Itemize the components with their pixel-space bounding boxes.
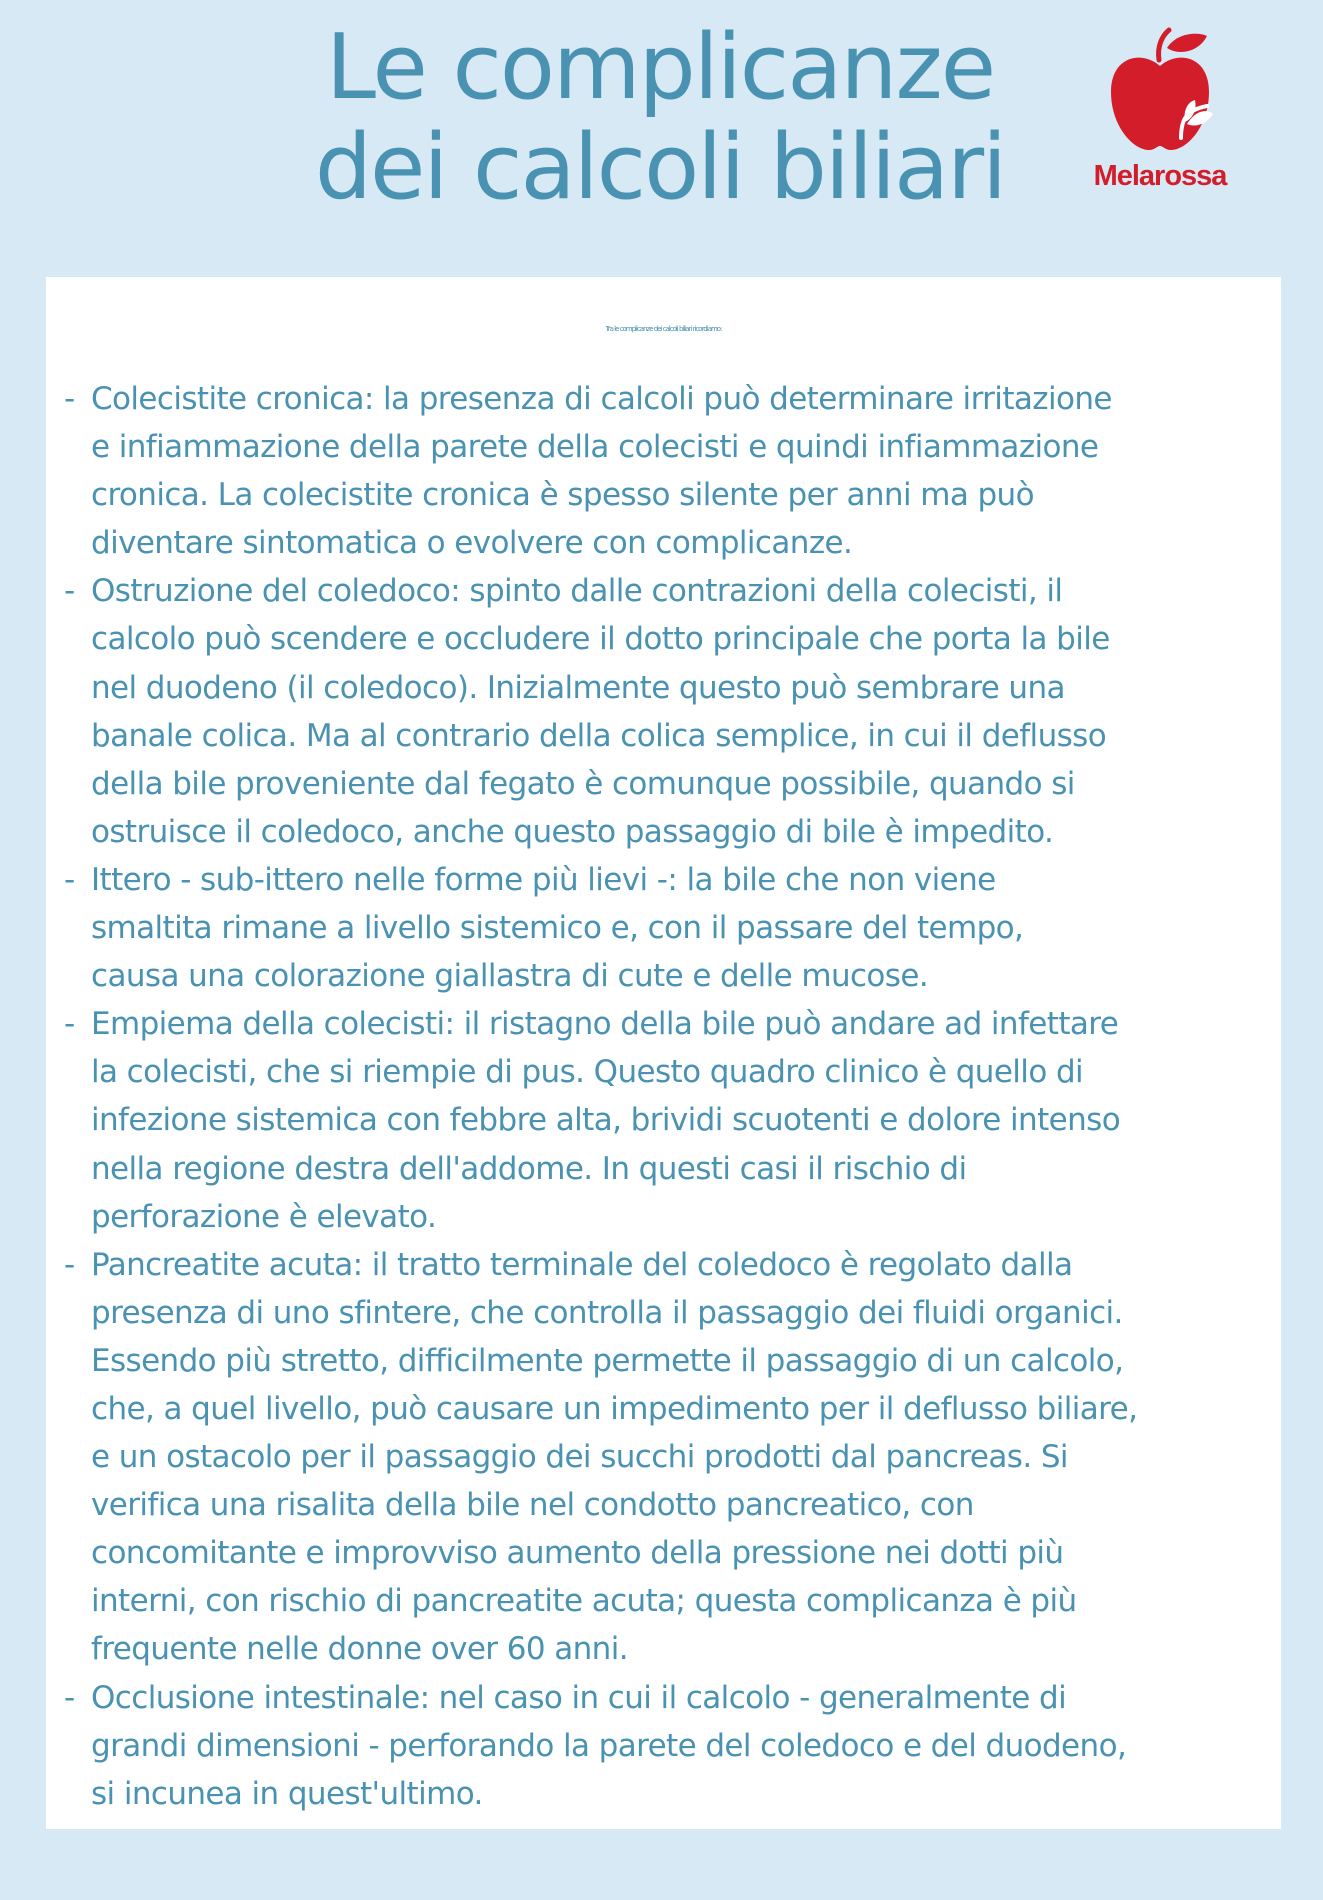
list-item-line: frequente nelle donne over 60 anni. [91, 1631, 628, 1668]
list-item-line: Occlusione intestinale: nel caso in cui il calcolo - generalmente di [91, 1679, 1067, 1716]
list-item [64, 375, 1274, 567]
list-dash: - [64, 381, 75, 417]
intro-text: Tra le complicanze dei calcoli biliari ricordiamo: [605, 325, 722, 333]
complications-list [64, 375, 1274, 1818]
list-item-line: si incunea in quest'ultimo. [91, 1775, 483, 1812]
list-item-line: Ittero - sub-ittero nelle forme più lievi -: la bile che non viene [91, 861, 996, 898]
list-item-line: smaltita rimane a livello sistemico e, con il passare del tempo, [91, 910, 1024, 947]
list-item [64, 1241, 1274, 1674]
list-item-line: presenza di uno sfintere, che controlla il passaggio dei fluidi organici. [91, 1294, 1123, 1331]
list-item [64, 856, 1274, 1000]
list-item-line: concomitante e improvviso aumento della pressione nei dotti più [91, 1535, 1064, 1572]
list-item-line: e un ostacolo per il passaggio dei succhi prodotti dal pancreas. Si [91, 1439, 1068, 1476]
list-dash: - [64, 861, 75, 898]
list-item-line: Ostruzione del coledoco: spinto dalle contrazioni della colecisti, il [91, 573, 1063, 610]
list-item-line: che, a quel livello, può causare un impedimento per il deflusso biliare, [91, 1390, 1138, 1427]
list-item-line: banale colica. Ma al contrario della colica semplice, in cui il deflusso [91, 717, 1107, 754]
list-item-line: la colecisti, che si riempie di pus. Questo quadro clinico è quello di [91, 1054, 1084, 1091]
page-title [200, 15, 1120, 220]
list-item-line: cronica. La colecistite cronica è spesso silente per anni ma può [91, 477, 1034, 514]
list-item-line: Colecistite cronica: la presenza di calcoli può determinare irritazione [91, 381, 1112, 417]
list-item-line: nella regione destra dell'addome. In questi casi il rischio di [91, 1150, 967, 1187]
melarossa-logo [1080, 20, 1240, 200]
list-dash: - [64, 573, 75, 610]
list-item-line: infezione sistemica con febbre alta, brividi scuotenti e dolore intenso [91, 1102, 1121, 1139]
list-item-line: causa una colorazione giallastra di cute e delle mucose. [91, 958, 929, 995]
list-item-line: diventare sintomatica o evolvere con complicanze. [91, 525, 853, 562]
list-dash: - [64, 1006, 75, 1043]
brand-name: Melarossa [1093, 160, 1227, 192]
list-item-line: ostruisce il coledoco, anche questo passaggio di bile è impedito. [91, 813, 1054, 850]
list-item-line: calcolo può scendere e occludere il dotto principale che porta la bile [91, 621, 1110, 658]
list-item [64, 1000, 1274, 1240]
list-item-line: grandi dimensioni - perforando la parete del coledoco e del duodeno, [91, 1727, 1127, 1764]
list-item-line: Pancreatite acuta: il tratto terminale del coledoco è regolato dalla [91, 1246, 1073, 1283]
list-item [64, 567, 1274, 856]
list-item-line: interni, con rischio di pancreatite acuta; questa complicanza è più [91, 1583, 1077, 1620]
list-item-line: nel duodeno (il coledoco). Inizialmente questo può sembrare una [91, 669, 1065, 706]
list-dash: - [64, 1679, 75, 1716]
list-item-line: Essendo più stretto, difficilmente permette il passaggio di un calcolo, [91, 1342, 1124, 1379]
title-line: dei calcoli biliari [314, 115, 1006, 220]
list-item [64, 1674, 1274, 1818]
list-item-line: della bile proveniente dal fegato è comunque possibile, quando si [91, 765, 1075, 802]
list-item-line: perforazione è elevato. [91, 1198, 437, 1235]
apple-icon [1107, 26, 1213, 156]
list-item-line: verifica una risalita della bile nel condotto pancreatico, con [91, 1487, 974, 1524]
list-item-line: e infiammazione della parete della colecisti e quindi infiammazione [91, 429, 1099, 466]
title-line: Le complicanze [325, 15, 995, 120]
list-dash: - [64, 1246, 75, 1283]
content-card [46, 277, 1281, 1829]
list-item-line: Empiema della colecisti: il ristagno della bile può andare ad infettare [91, 1006, 1119, 1043]
